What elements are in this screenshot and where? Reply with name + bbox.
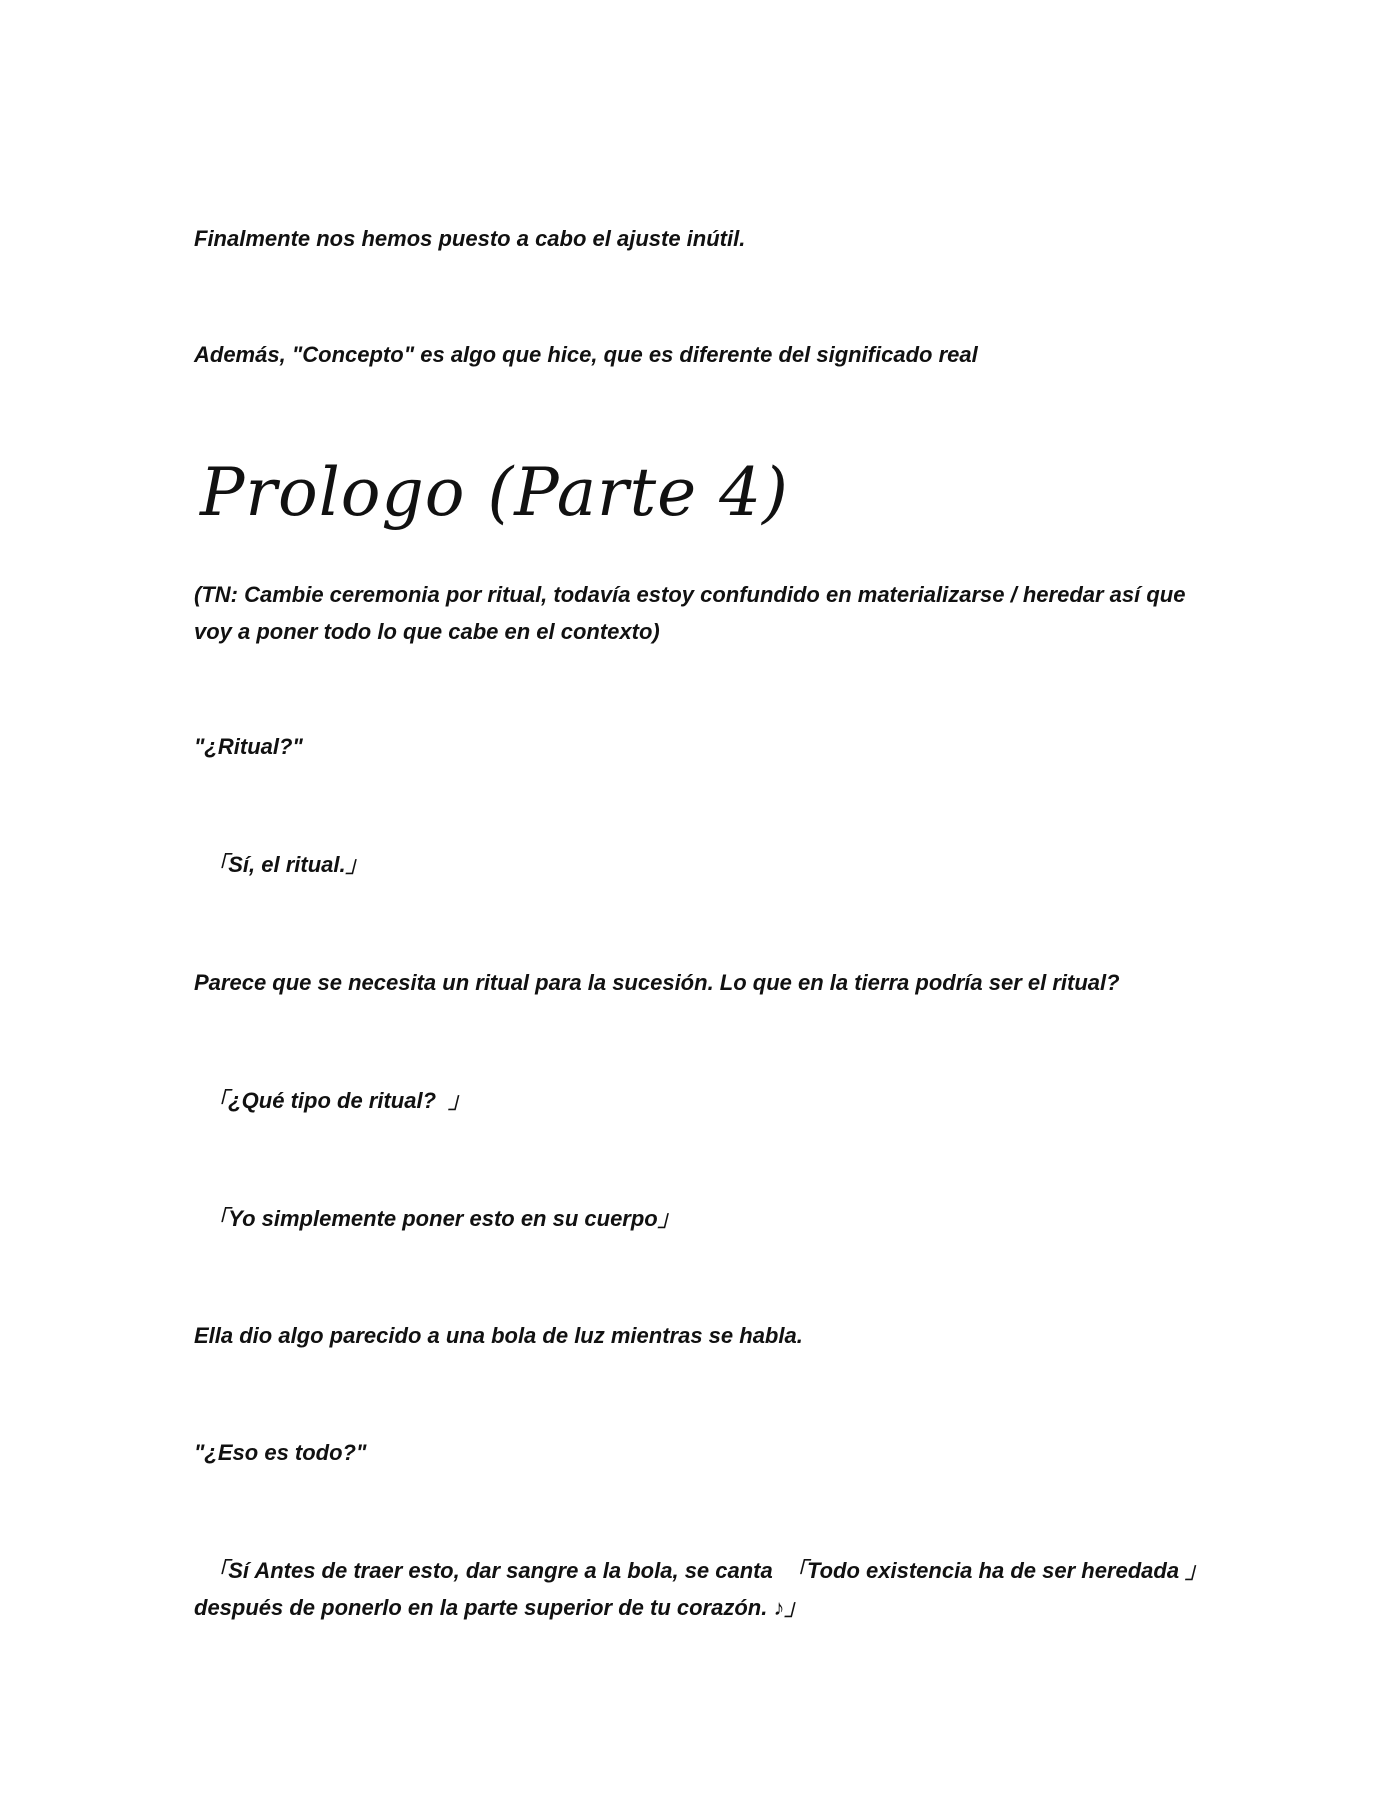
paragraph-concept-note: Además, "Concepto" es algo que hice, que es diferente del significado real — [194, 342, 978, 367]
paragraph-intro: Finalmente nos hemos puesto a cabo el ajuste inútil. — [194, 226, 746, 251]
dialogue-is-that-all: "¿Eso es todo?" — [194, 1440, 367, 1465]
chapter-title: Prologo (Parte 4) — [200, 454, 789, 531]
dialogue-ritual-question: "¿Ritual?" — [194, 734, 303, 759]
dialogue-put-in-body: 「Yo simplemente poner esto en su cuerpo」 — [194, 1206, 680, 1231]
dialogue-ritual-instructions: 「Sí Antes de traer esto, dar sangre a la bola, se canta 「Todo existencia ha de ser heredada 」 después de ponerlo en la parte superior de tu corazón. ♪」 — [194, 1558, 1214, 1620]
paragraph-ball-of-light: Ella dio algo parecido a una bola de luz mientras se habla. — [194, 1323, 803, 1348]
dialogue-ritual-answer: 「Sí, el ritual.」 — [194, 852, 368, 877]
paragraph-succession: Parece que se necesita un ritual para la sucesión. Lo que en la tierra podría ser el ritual? — [194, 970, 1120, 995]
translator-note: (TN: Cambie ceremonia por ritual, todavía estoy confundido en materializarse / heredar así que voy a poner todo lo que cabe en el contexto) — [194, 582, 1192, 644]
dialogue-ritual-type: 「¿Qué tipo de ritual? 」 — [194, 1088, 471, 1113]
